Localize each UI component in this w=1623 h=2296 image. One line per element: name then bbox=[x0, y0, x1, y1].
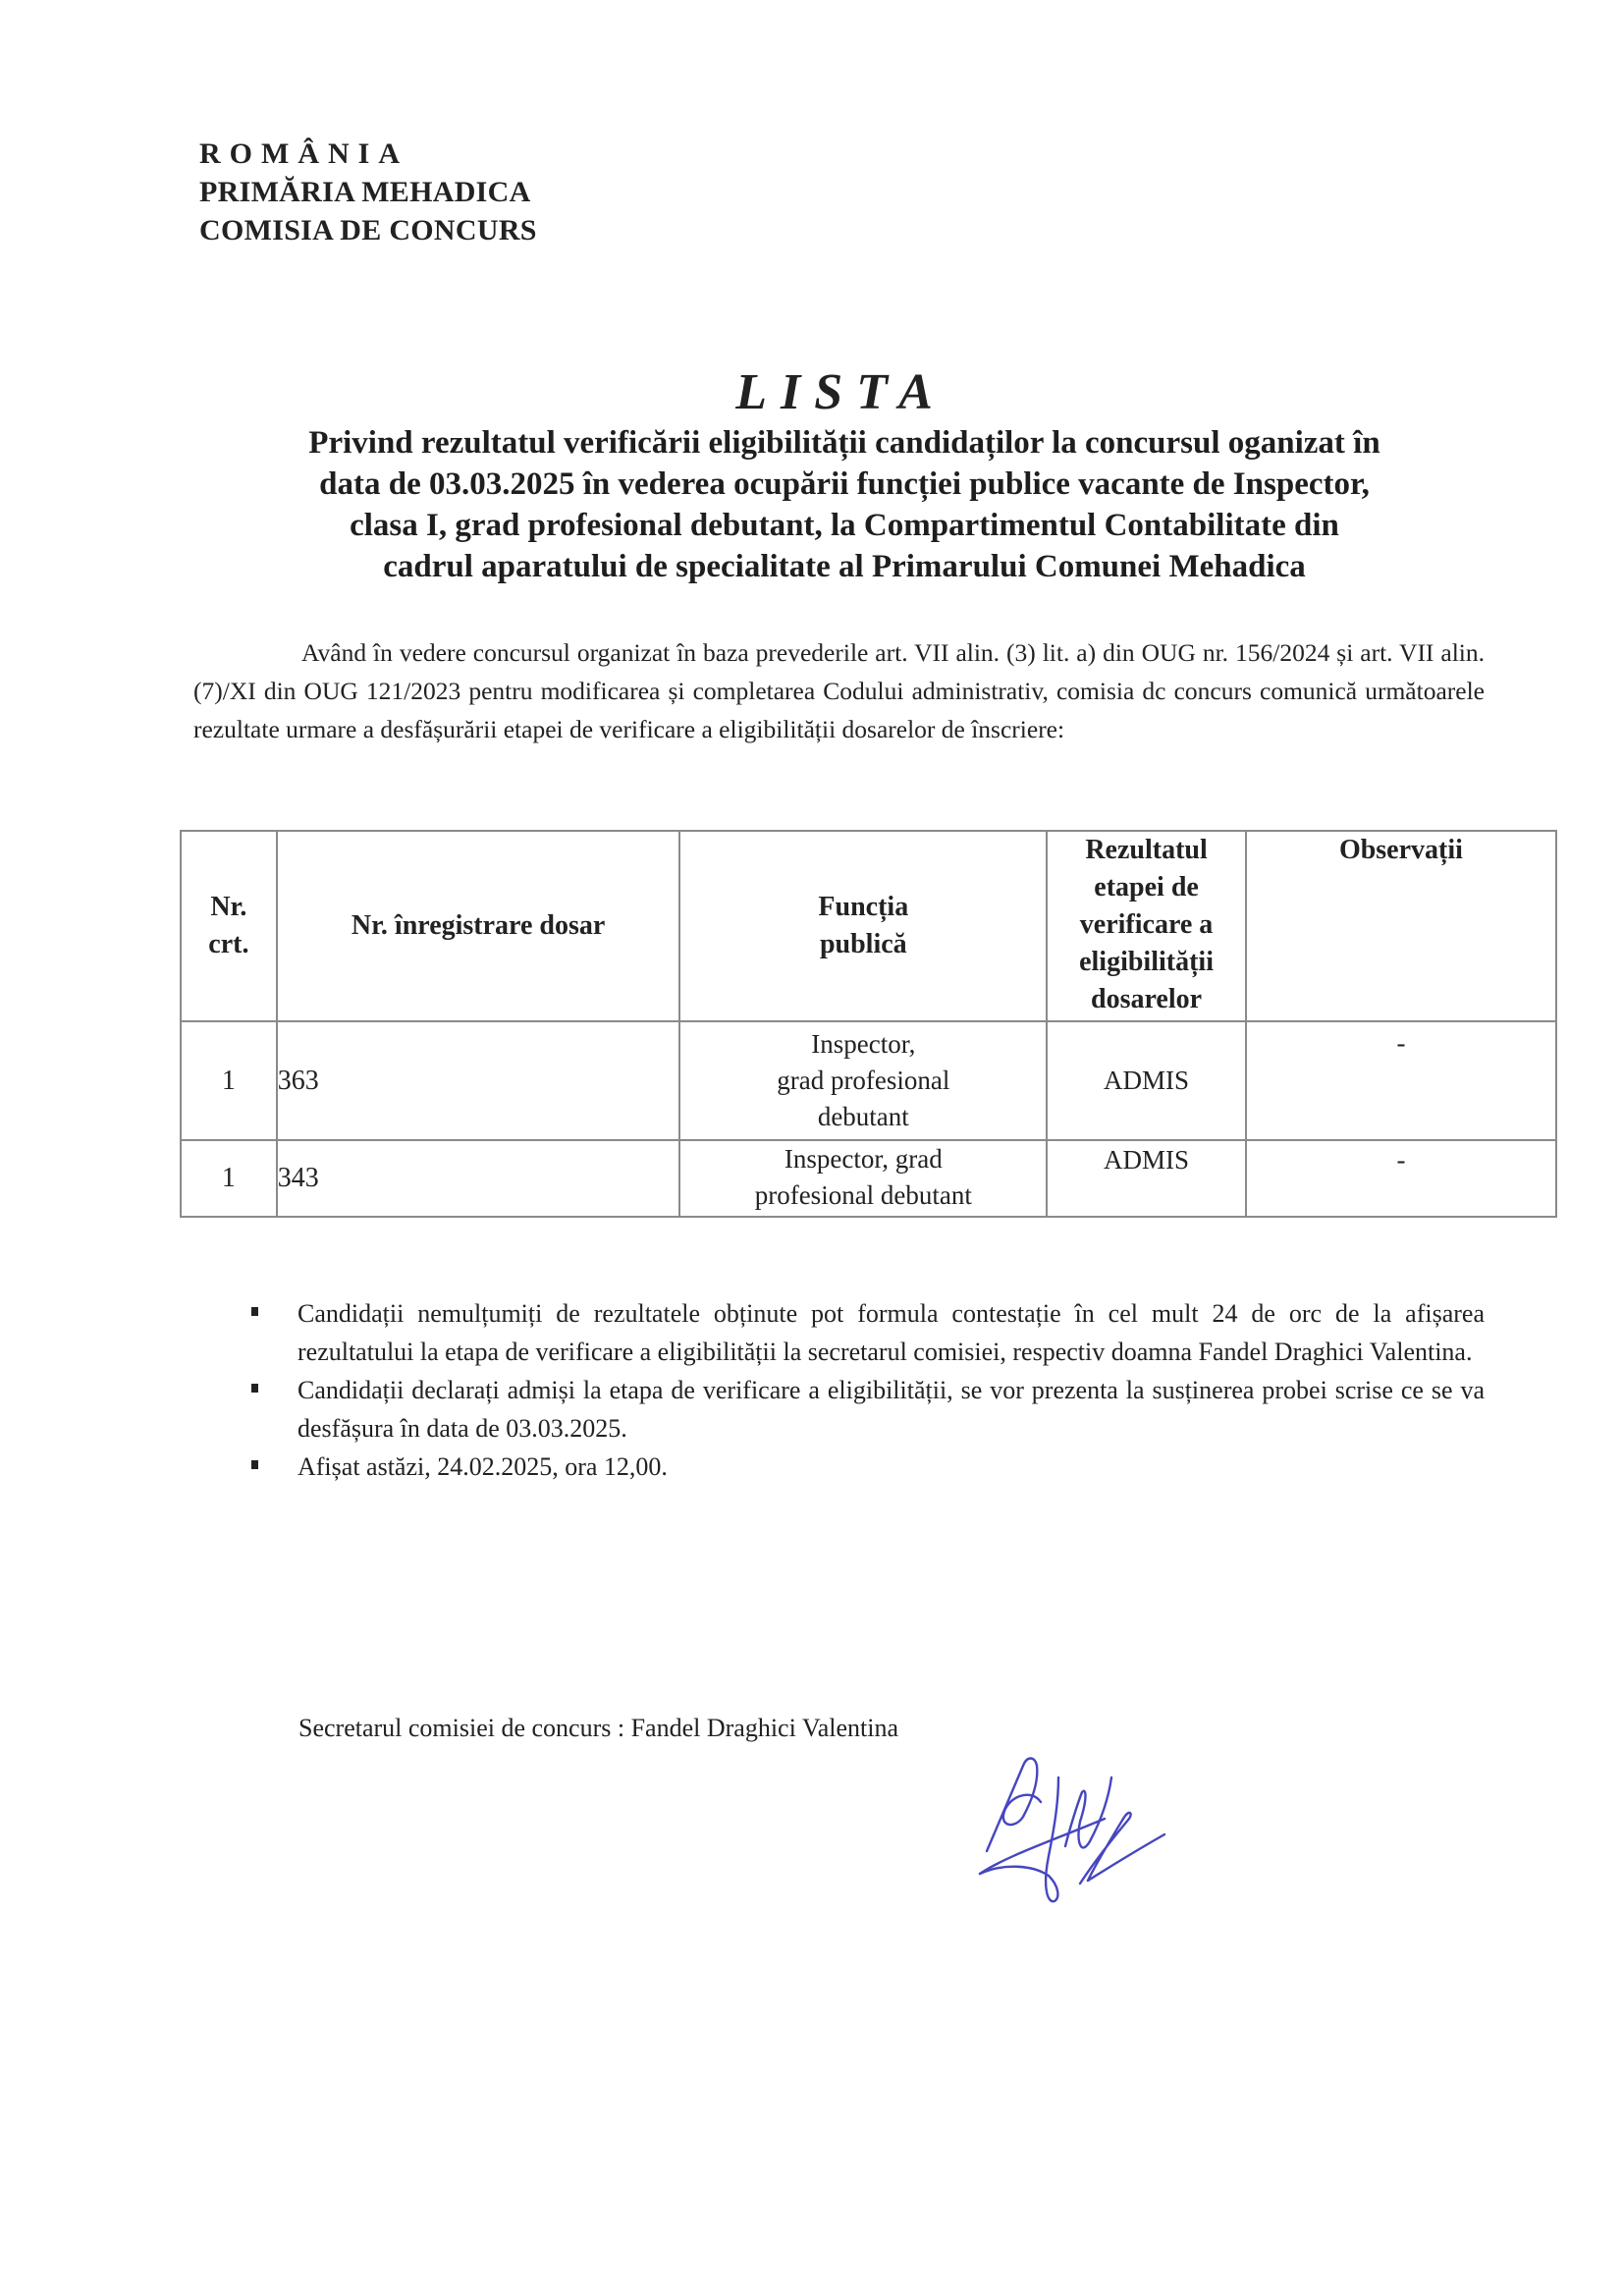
header-commission: COMISIA DE CONCURS bbox=[199, 214, 537, 246]
table-row bbox=[181, 1021, 1556, 1140]
signature-icon bbox=[933, 1748, 1168, 1915]
document-title: LISTA bbox=[735, 364, 947, 420]
header-nr-inregistrare: Nr. înregistrare dosar bbox=[277, 831, 680, 1021]
table-header-row bbox=[181, 831, 1556, 1021]
cell-observatii: - bbox=[1246, 1140, 1556, 1217]
square-bullet-icon bbox=[251, 1460, 258, 1469]
cell-nr-crt: 1 bbox=[181, 1140, 277, 1217]
subtitle-line: Privind rezultatul verificării eligibilității candidaților la concursul oganizat în bbox=[308, 425, 1380, 461]
header-rezultatul: Rezultatul etapei de verificare a eligibilității dosarelor bbox=[1047, 831, 1246, 1021]
cell-observatii: - bbox=[1246, 1021, 1556, 1140]
note-item: Candidații declarați admiși la etapa de verificare a eligibilității, se vor prezenta la susținerea probei scrise ce se va desfășura în data de 03.03.2025. bbox=[251, 1371, 1485, 1448]
header-nr-crt: Nr. crt. bbox=[181, 831, 277, 1021]
notes-list bbox=[251, 1294, 1485, 1486]
header-institution: PRIMĂRIA MEHADICA bbox=[199, 176, 531, 208]
square-bullet-icon bbox=[251, 1307, 258, 1316]
document-subtitle bbox=[196, 422, 1492, 587]
cell-nr-crt: 1 bbox=[181, 1021, 277, 1140]
header-country: ROMÂNIA bbox=[199, 137, 408, 170]
note-item: Candidații nemulțumiți de rezultatele obținute pot formula contestație în cel mult 24 de orc de la afișarea rezultatului la etapa de verificare a eligibilității la secretarul comisiei, respectiv doamna Fandel Draghici Valentina. bbox=[251, 1294, 1485, 1371]
subtitle-line: data de 03.03.2025 în vederea ocupării funcției publice vacante de Inspector, bbox=[319, 466, 1370, 502]
cell-nr-inregistrare: 343 bbox=[277, 1140, 680, 1217]
subtitle-line: clasa I, grad profesional debutant, la Compartimentul Contabilitate din bbox=[350, 508, 1339, 543]
cell-nr-inregistrare: 363 bbox=[277, 1021, 680, 1140]
cell-rezultatul: ADMIS bbox=[1047, 1140, 1246, 1217]
intro-paragraph: Având în vedere concursul organizat în baza prevederile art. VII alin. (3) lit. a) din OUG nr. 156/2024 și art. VII alin. (7)/XI din OUG 121/2023 pentru modificarea și completarea Codului administrativ, comisia dc concurs comunică următoarele rezultate urmare a desfășurării etapei de verificare a eligibilității dosarelor de înscriere: bbox=[193, 638, 1485, 743]
cell-rezultatul: ADMIS bbox=[1047, 1021, 1246, 1140]
table-row bbox=[181, 1140, 1556, 1217]
secretary-line: Secretarul comisiei de concurs : Fandel Draghici Valentina bbox=[298, 1714, 899, 1742]
note-item: Afișat astăzi, 24.02.2025, ora 12,00. bbox=[251, 1448, 1485, 1486]
results-table bbox=[180, 830, 1557, 1218]
subtitle-line: cadrul aparatului de specialitate al Primarului Comunei Mehadica bbox=[383, 549, 1306, 584]
cell-functia: Inspector, grad profesional debutant bbox=[679, 1140, 1047, 1217]
header-functia: Funcția publică bbox=[679, 831, 1047, 1021]
header-observatii: Observații bbox=[1246, 831, 1556, 1021]
cell-functia: Inspector, grad profesional debutant bbox=[679, 1021, 1047, 1140]
square-bullet-icon bbox=[251, 1384, 258, 1393]
